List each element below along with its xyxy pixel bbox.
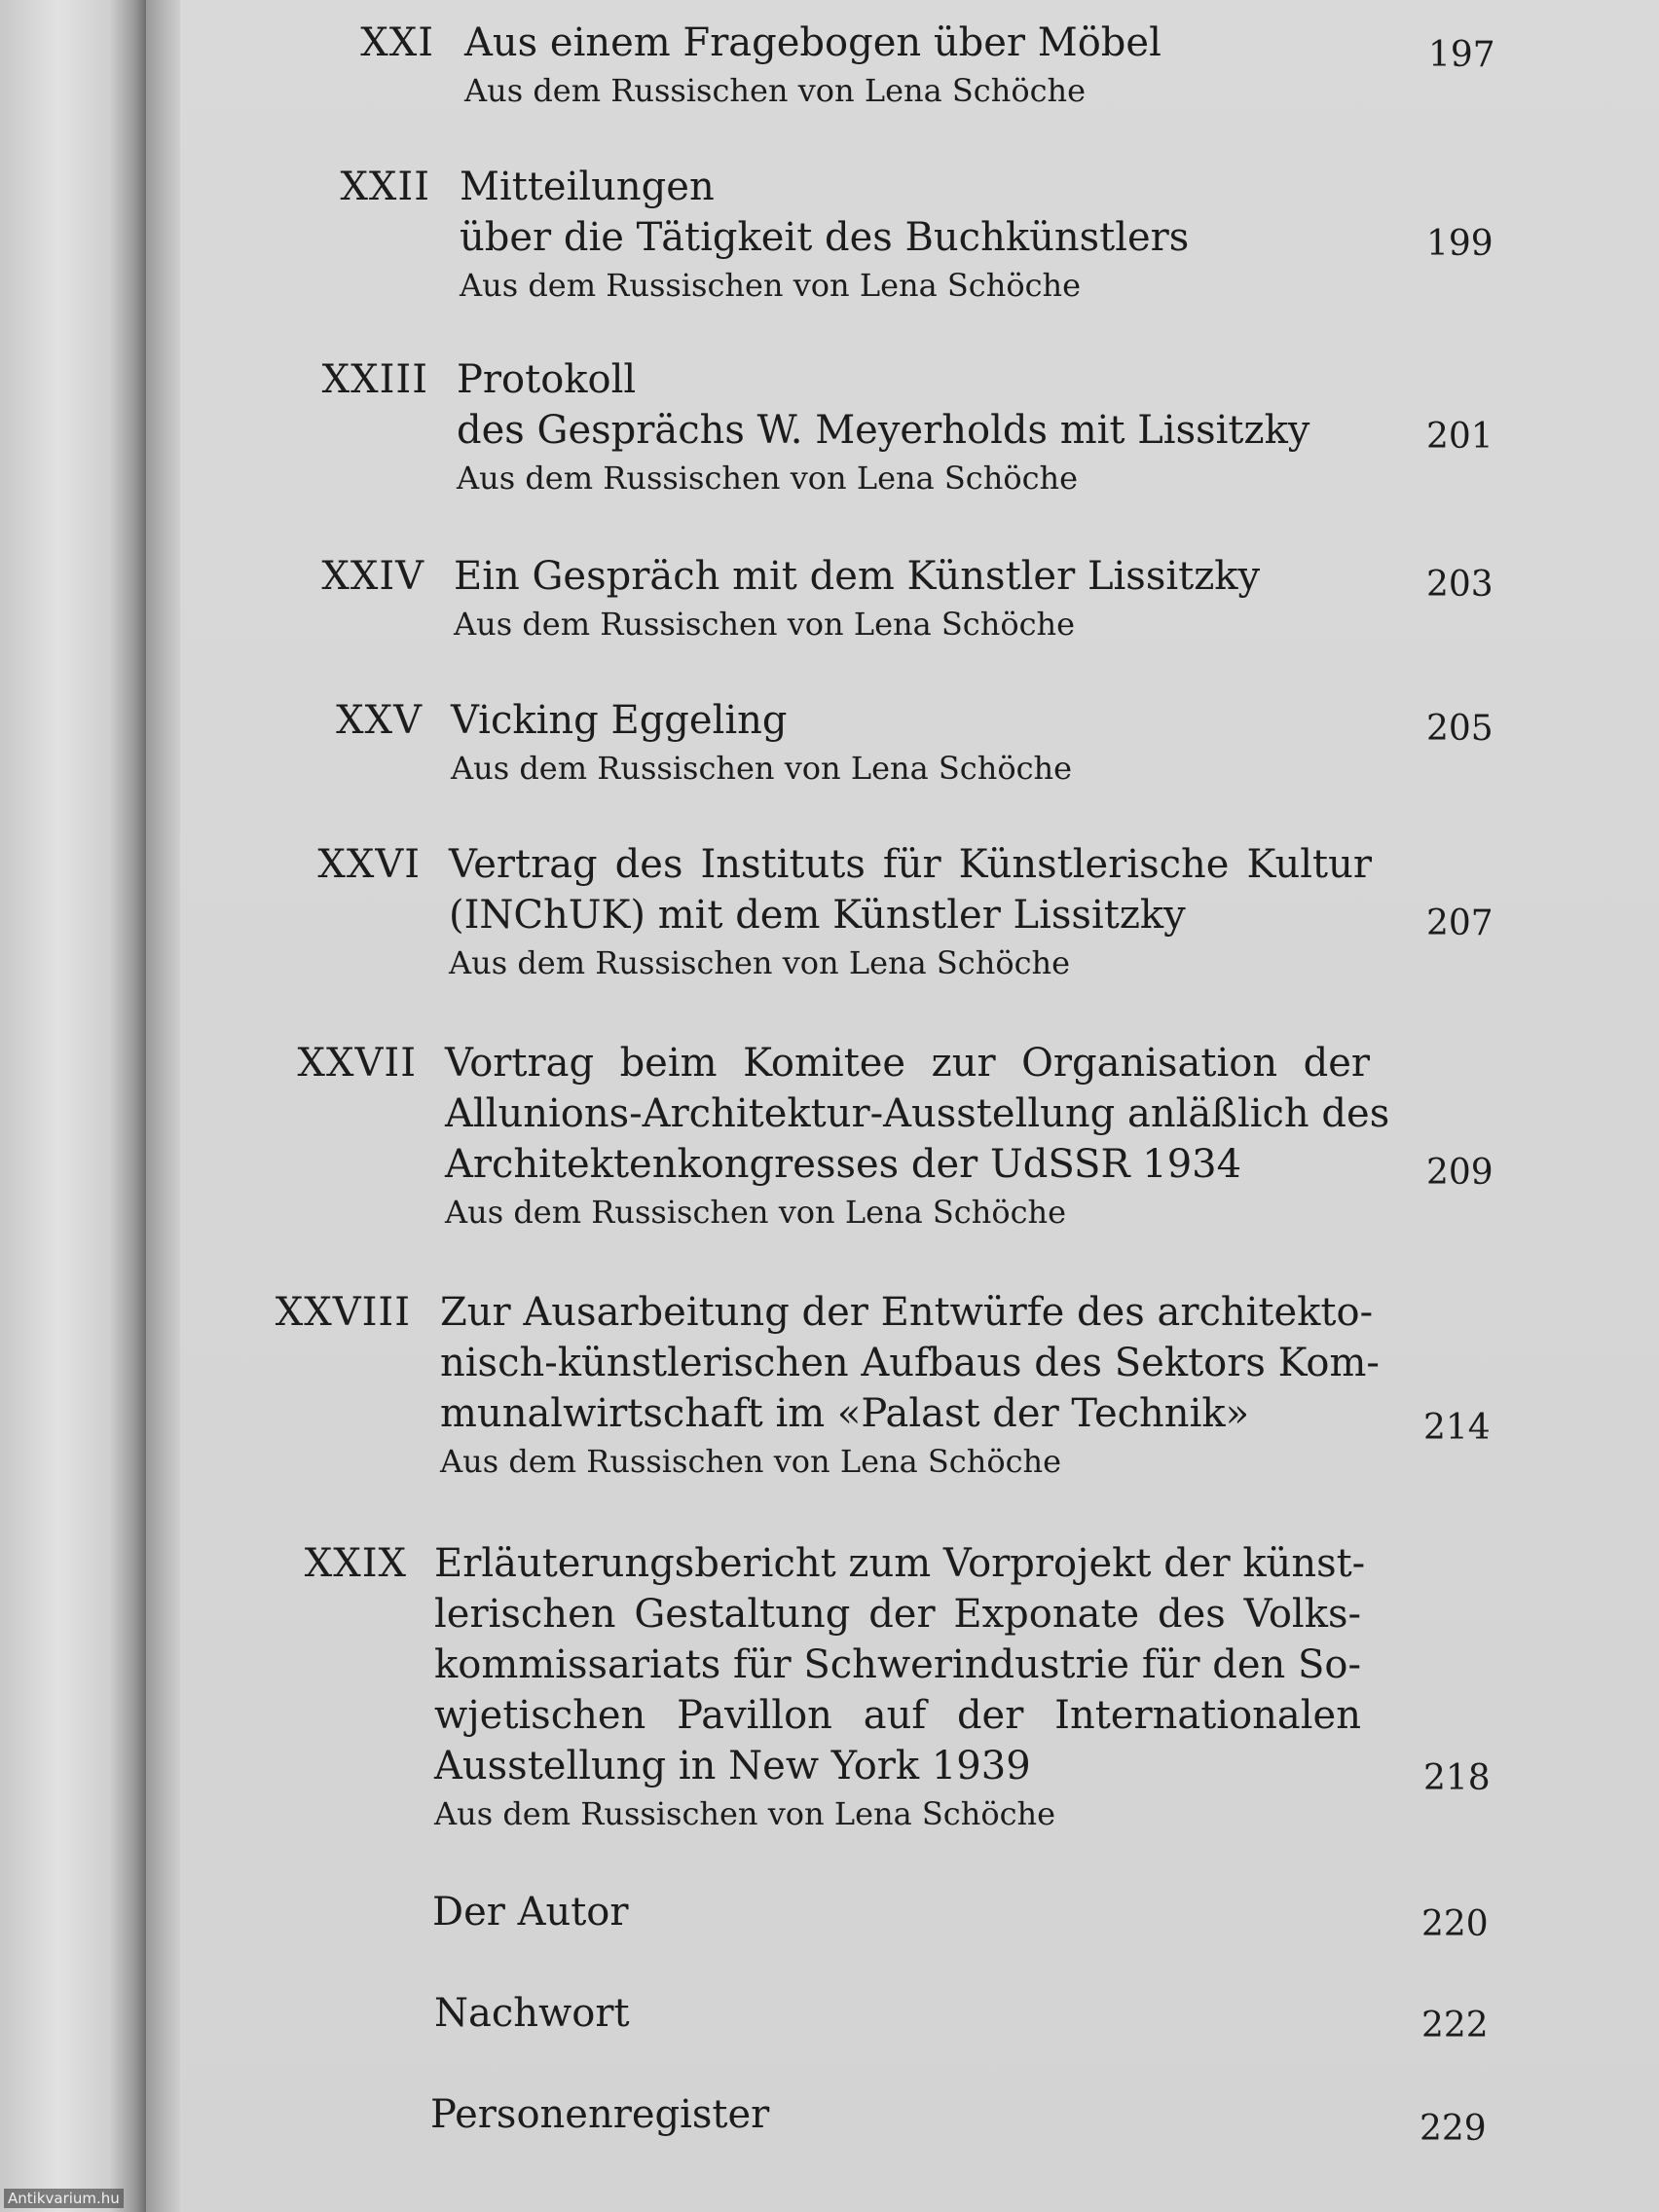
entry-body [464,18,1165,113]
entry-page-number: 203 [1426,565,1493,605]
entry-body [430,2089,1112,2140]
entry-title-line: Aus einem Fragebogen über Möbel [464,20,1161,65]
entry-numeral: XXVI [317,842,421,887]
entry-page-number: 214 [1423,1408,1491,1448]
entry-body [460,162,1190,308]
entry-title-line: Zur Ausarbeitung der Entwürfe des architekto- [440,1290,1374,1335]
entry-title-line: Protokoll [457,357,637,402]
entry-title-line: Der Autor [432,1890,629,1935]
entry-numeral: XXVII [297,1041,417,1086]
entry-title-line: wjetischen Pavillon auf der Internationalen [434,1693,1361,1738]
entry-translator: Aus dem Russischen von Lena Schöche [440,1443,1062,1480]
entry-translator: Aus dem Russischen von Lena Schöche [445,1194,1067,1231]
entry-title-line: Erläuterungsbericht zum Vorprojekt der künst- [434,1541,1366,1586]
entry-title-line: Mitteilungen [460,165,715,209]
entry-numeral: XXIV [321,554,424,599]
entry-translator: Aus dem Russischen von Lena Schöche [454,606,1076,643]
entry-title-line: lerischen Gestaltung der Exponate des Volks- [434,1592,1361,1637]
entry-translator: Aus dem Russischen von Lena Schöche [460,267,1082,304]
entry-title-line: Vicking Eggeling [451,698,788,743]
entry-body [451,695,1288,791]
entry-title-line: Nachwort [434,1991,630,2036]
entry-body [440,1287,1380,1484]
watermark: Antikvarium.hu [4,2189,124,2208]
entry-title-line: Architektenkongresses der UdSSR 1934 [445,1142,1242,1187]
entry-title-line: munalwirtschaft im «Palast der Technik» [440,1391,1250,1436]
entry-page-number: 229 [1419,2109,1487,2149]
entry-page-number: 220 [1421,1904,1489,1944]
entry-body [449,839,1372,985]
entry-page-number: 209 [1426,1153,1493,1193]
entry-title-line: kommissariats für Schwerindustrie für den So- [434,1642,1361,1687]
entry-body [434,1988,1116,2039]
entry-numeral: XXII [340,165,430,209]
entry-title-line: über die Tätigkeit des Buchkünstlers [460,215,1190,260]
entry-translator: Aus dem Russischen von Lena Schöche [451,750,1073,787]
entry-numeral: XXIII [321,357,428,402]
entry-body [432,1887,1114,1937]
entry-translator: Aus dem Russischen von Lena Schöche [449,944,1071,981]
entry-body [457,354,1310,500]
entry-title-line: Vortrag beim Komitee zur Organisation der [445,1041,1370,1086]
entry-title-line: des Gesprächs W. Meyerholds mit Lissitzky [457,408,1310,453]
entry-title-line: nisch-künstlerischen Aufbaus des Sektors Kom- [440,1341,1380,1385]
book-spine [0,0,146,2212]
entry-title-line: Ausstellung in New York 1939 [434,1744,1031,1788]
entry-title-line: Allunions-Architektur-Ausstellung anläßlich des [445,1091,1390,1136]
entry-title-line: Vertrag des Instituts für Künstlerische Kultur [449,842,1372,887]
entry-title-line: Ein Gespräch mit dem Künstler Lissitzky [454,554,1261,599]
entry-translator: Aus dem Russischen von Lena Schöche [434,1795,1056,1832]
entry-page-number: 205 [1426,709,1493,749]
entry-numeral: XXIX [304,1541,407,1586]
entry-numeral: XXVIII [275,1290,411,1335]
entry-page-number: 199 [1426,224,1493,264]
entry-page-number: 218 [1423,1758,1491,1798]
entry-translator: Aus dem Russischen von Lena Schöche [464,72,1087,109]
entry-title-line: (INChUK) mit dem Künstler Lissitzky [449,893,1186,938]
entry-body [454,551,1291,646]
entry-body [445,1038,1390,1235]
entry-page-number: 201 [1426,417,1493,457]
entry-page-number: 207 [1426,903,1493,943]
entry-body [434,1538,1366,1836]
entry-title-line: Personenregister [430,2092,770,2137]
entry-numeral: XXI [360,20,434,65]
entry-page-number: 197 [1428,35,1495,75]
entry-translator: Aus dem Russischen von Lena Schöche [457,460,1079,497]
spine-shadow [146,0,185,2212]
entry-page-number: 222 [1421,2006,1489,2046]
entry-numeral: XXV [336,698,423,743]
